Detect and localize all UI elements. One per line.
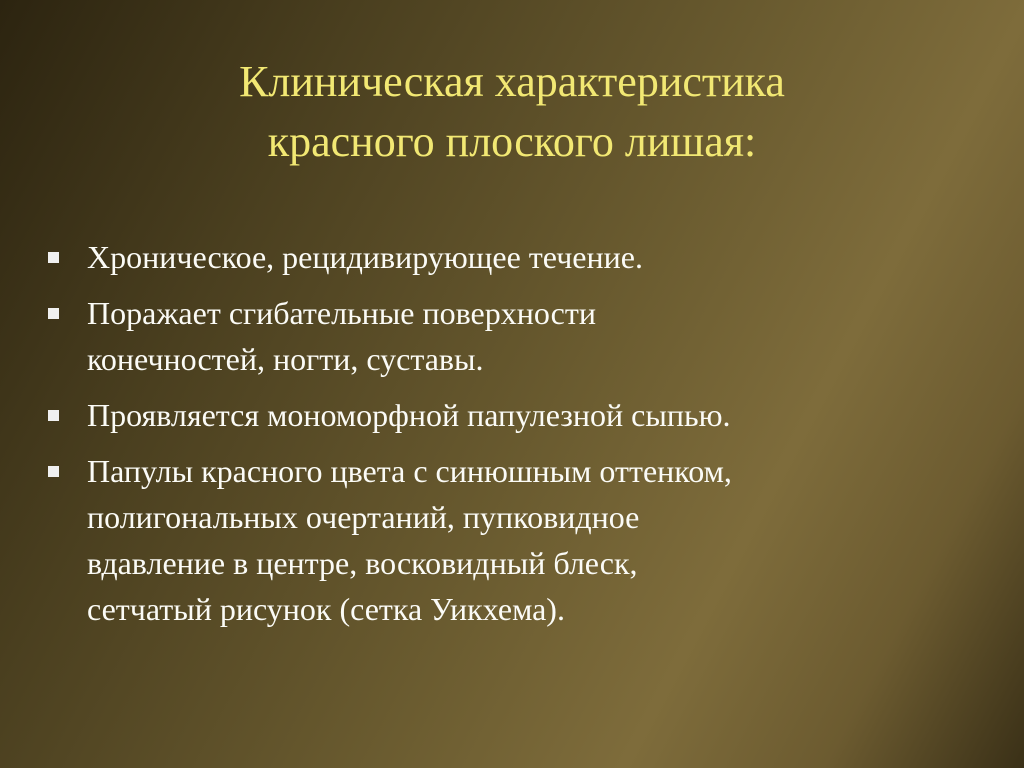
square-bullet-icon (48, 410, 59, 421)
bullet-item (44, 448, 984, 632)
square-bullet-icon (48, 252, 59, 263)
bullet-list (44, 234, 984, 642)
bullet-item (44, 290, 984, 382)
bullet-text-line: полигональных очертаний, пупковидное (87, 499, 640, 535)
bullet-text-line: Проявляется мономорфной папулезной сыпью. (87, 397, 731, 433)
bullet-text-line: сетчатый рисунок (сетка Уикхема). (87, 591, 565, 627)
bullet-text-line: Папулы красного цвета с синюшным оттенком, (87, 453, 732, 489)
title-line-2: красного плоского лишая: (267, 117, 757, 166)
title-line-1: Клиническая характеристика (239, 57, 785, 106)
bullet-text-line: Поражает сгибательные поверхности (87, 295, 596, 331)
square-bullet-icon (48, 466, 59, 477)
bullet-text-line: конечностей, ногти, суставы. (87, 341, 484, 377)
bullet-text-line: вдавление в центре, восковидный блеск, (87, 545, 638, 581)
bullet-text-line: Хроническое, рецидивирующее течение. (87, 239, 643, 275)
square-bullet-icon (48, 308, 59, 319)
bullet-item (44, 234, 984, 280)
bullet-item (44, 392, 984, 438)
slide-title (80, 52, 944, 172)
